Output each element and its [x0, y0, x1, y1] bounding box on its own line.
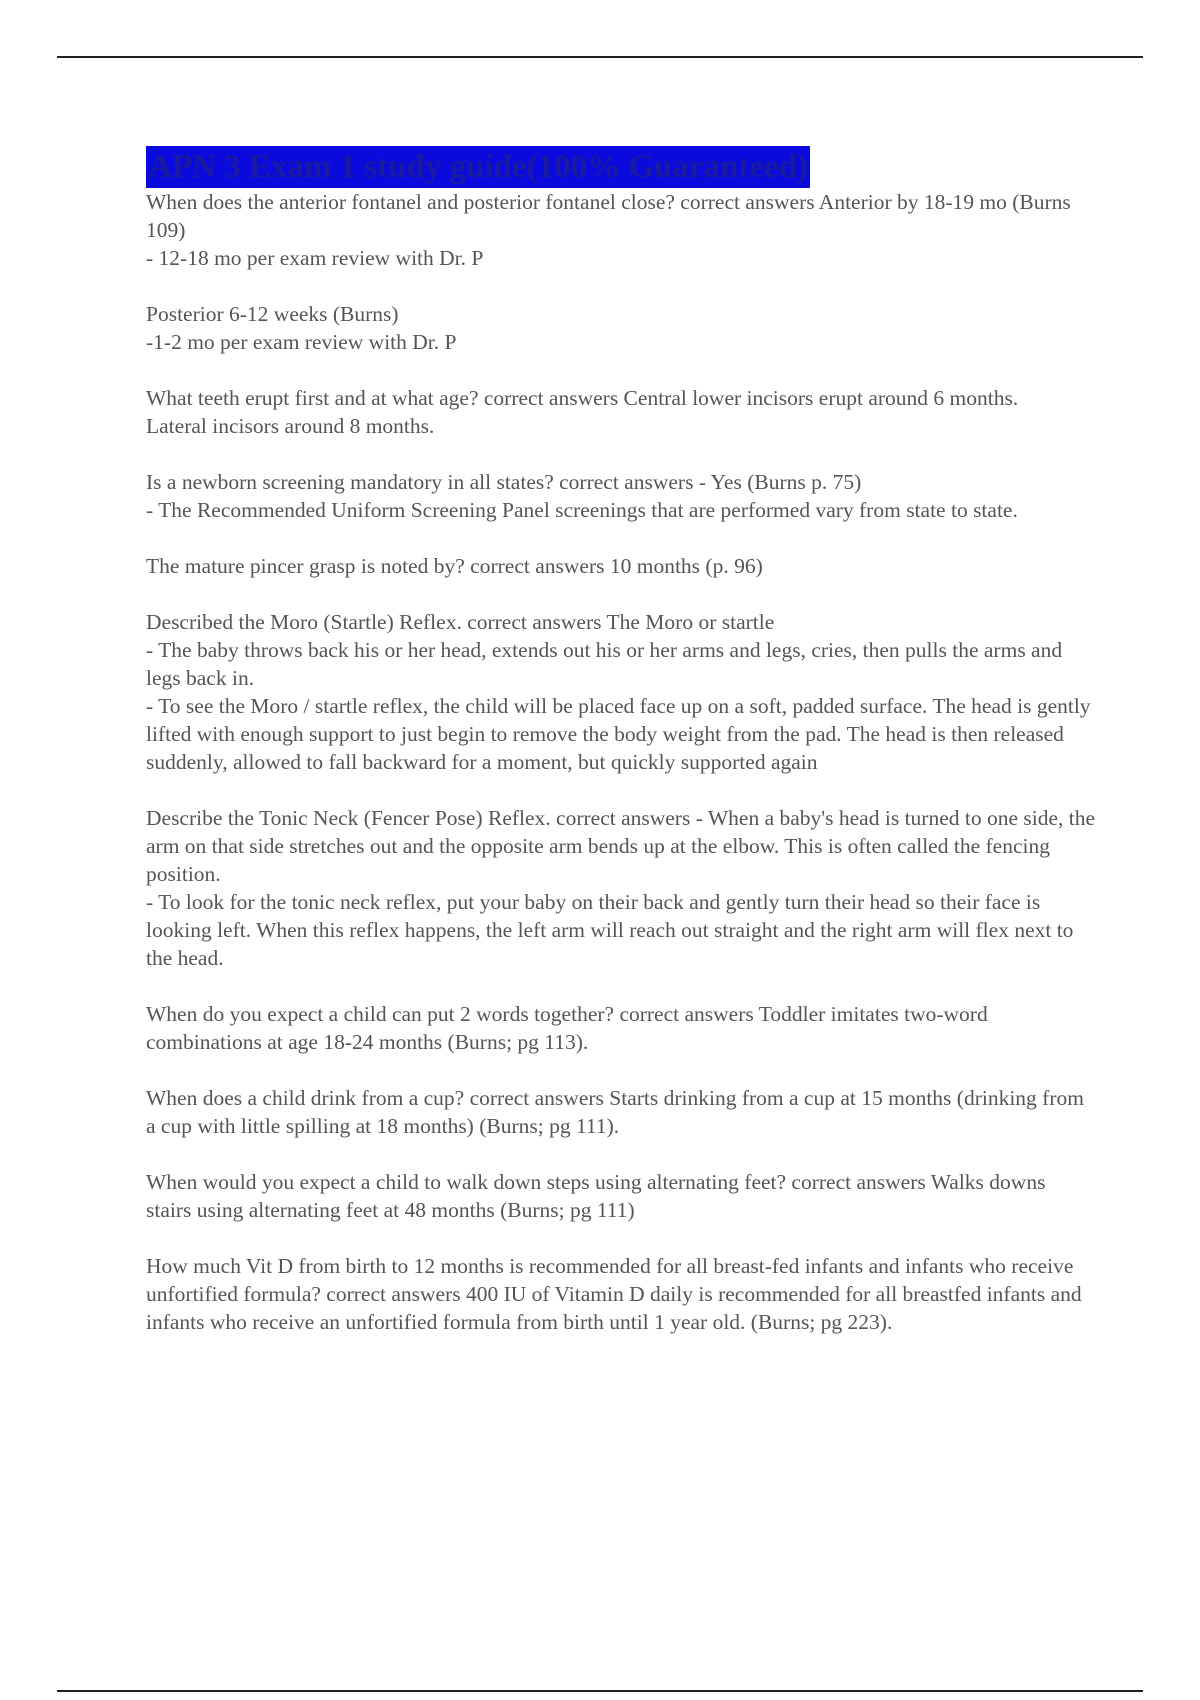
qa-item	[146, 608, 1096, 776]
qa-item	[146, 300, 1096, 356]
qa-line: Is a newborn screening mandatory in all states? correct answers - Yes (Burns p. 75)	[146, 470, 862, 494]
document-title: APN 3 Exam 1 study guide(100% Guaranteed)	[146, 146, 810, 188]
qa-line: -1-2 mo per exam review with Dr. P	[146, 330, 457, 354]
qa-line: Describe the Tonic Neck (Fencer Pose) Reflex. correct answers - When a baby's head is turned to one side, the arm on that side stretches out and the opposite arm bends up at the elbow. This is often called the fencing position.	[146, 806, 1096, 886]
qa-line: When would you expect a child to walk down steps using alternating feet? correct answers Walks downs stairs using alternating feet at 48 months (Burns; pg 111)	[146, 1170, 1046, 1222]
qa-line: Described the Moro (Startle) Reflex. correct answers The Moro or startle	[146, 610, 775, 634]
qa-line: What teeth erupt first and at what age? correct answers Central lower incisors erupt around 6 months.	[146, 386, 1019, 410]
qa-line: Lateral incisors around 8 months.	[146, 414, 435, 438]
qa-item	[146, 1168, 1096, 1224]
document-body	[146, 146, 1096, 1364]
qa-item	[146, 468, 1096, 524]
qa-line: When do you expect a child can put 2 words together? correct answers Toddler imitates two-word combinations at age 18-24 months (Burns; pg 113).	[146, 1002, 988, 1054]
qa-item	[146, 1000, 1096, 1056]
qa-line: - The baby throws back his or her head, extends out his or her arms and legs, cries, then pulls the arms and legs back in.	[146, 638, 1063, 690]
qa-line: - 12-18 mo per exam review with Dr. P	[146, 246, 484, 270]
qa-item	[146, 384, 1096, 440]
qa-item	[146, 552, 1096, 580]
qa-line: When does the anterior fontanel and posterior fontanel close? correct answers Anterior by 18-19 mo (Burns 109)	[146, 190, 1071, 242]
qa-item	[146, 188, 1096, 272]
qa-item	[146, 1084, 1096, 1140]
qa-line: - To see the Moro / startle reflex, the child will be placed face up on a soft, padded surface. The head is gently lifted with enough support to just begin to remove the body weight from the pad. The head is then released suddenly, allowed to fall backward for a moment, but quickly supported again	[146, 694, 1091, 774]
qa-line: - To look for the tonic neck reflex, put your baby on their back and gently turn their head so their face is looking left. When this reflex happens, the left arm will reach out straight and the right arm will flex next to the head.	[146, 890, 1074, 970]
qa-line: How much Vit D from birth to 12 months is recommended for all breast-fed infants and infants who receive unfortified formula? correct answers 400 IU of Vitamin D daily is recommended for all breastfed infants and infants who receive an unfortified formula from birth until 1 year old. (Burns; pg 223).	[146, 1254, 1082, 1334]
qa-item	[146, 804, 1096, 972]
qa-line: Posterior 6-12 weeks (Burns)	[146, 302, 399, 326]
qa-item	[146, 1252, 1096, 1336]
qa-line: - The Recommended Uniform Screening Panel screenings that are performed vary from state to state.	[146, 498, 1018, 522]
qa-line: The mature pincer grasp is noted by? correct answers 10 months (p. 96)	[146, 554, 763, 578]
top-rule	[57, 56, 1143, 58]
bottom-rule	[57, 1690, 1143, 1692]
qa-line: When does a child drink from a cup? correct answers Starts drinking from a cup at 15 months (drinking from a cup with little spilling at 18 months) (Burns; pg 111).	[146, 1086, 1084, 1138]
qa-list	[146, 188, 1096, 1336]
